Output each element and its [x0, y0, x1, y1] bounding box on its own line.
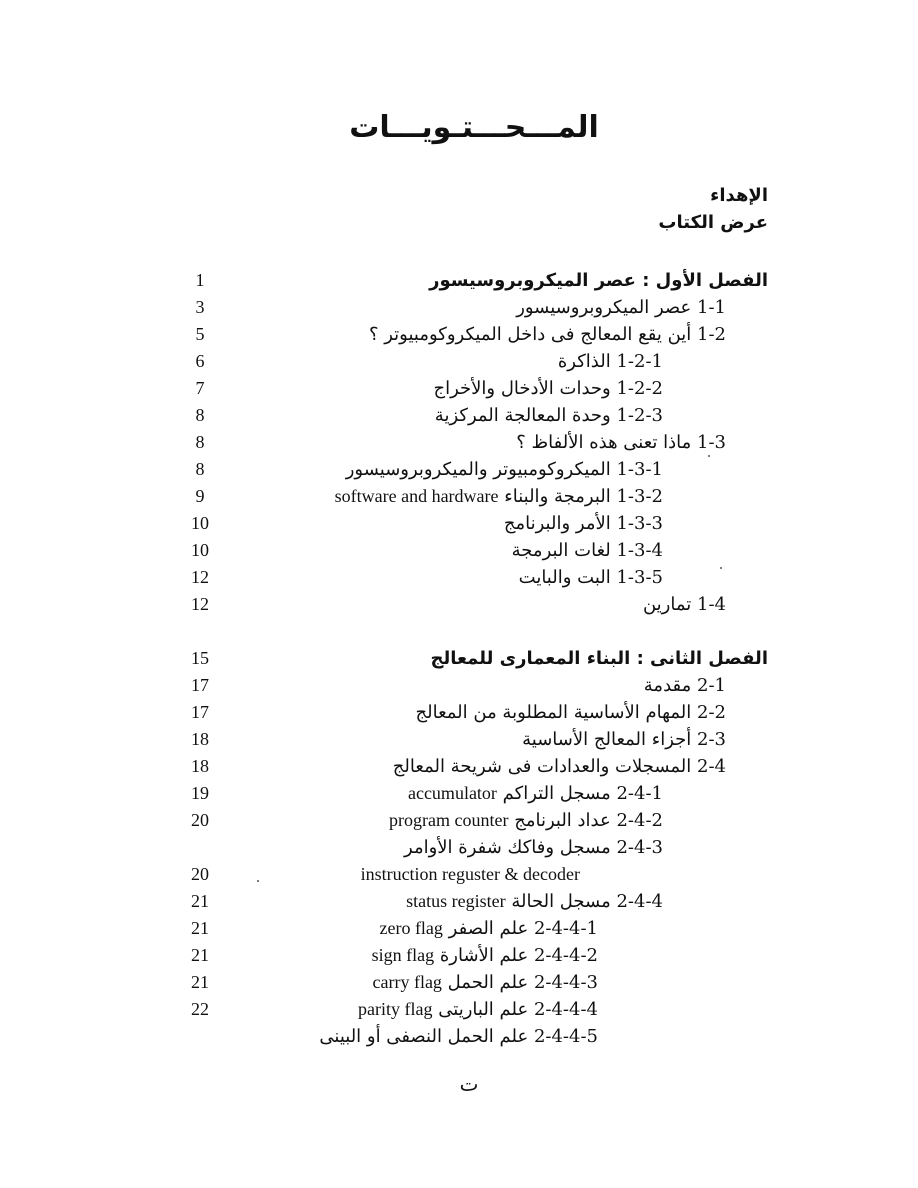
- toc-page-number: 9: [195, 486, 205, 506]
- toc-page-number: 7: [195, 378, 205, 398]
- scan-speck: [708, 455, 710, 457]
- toc-row: [0, 969, 918, 996]
- toc-entry-label: 1-3 ماذا تعنى هذه الألفاظ ؟: [516, 432, 726, 453]
- toc-entry-label: 2-1 مقدمة: [643, 675, 726, 696]
- toc-entry-label: [389, 807, 663, 834]
- toc-entry-english: program counter: [389, 810, 509, 830]
- toc-page-number: 17: [191, 675, 209, 695]
- toc-entry-label: 1-2 أين يقع المعالج فى داخل الميكروكومبيوتر ؟: [368, 324, 726, 345]
- dedication-heading: الإهداء: [710, 185, 768, 206]
- toc-row: [0, 996, 918, 1023]
- toc-row: [0, 456, 918, 483]
- toc-entry-label: [408, 780, 663, 807]
- toc-row: [0, 321, 918, 348]
- toc-page-number: 19: [191, 783, 209, 803]
- toc-entry-english: accumulator: [407, 783, 497, 803]
- toc-entry-label: 1-3-4 لغات البرمجة: [511, 540, 663, 561]
- toc-entry-label: 1-3-3 الأمر والبرنامج: [503, 513, 663, 534]
- toc-entry-english: instruction reguster & decoder: [360, 864, 580, 884]
- toc-row: [0, 402, 918, 429]
- toc-row: [0, 672, 918, 699]
- toc-row: [0, 807, 918, 834]
- toc-page-number: 12: [191, 567, 209, 587]
- toc-entry-label: [406, 888, 663, 915]
- toc-row: [0, 294, 918, 321]
- toc-page-number: 10: [191, 540, 209, 560]
- toc-row: [0, 564, 918, 591]
- toc-page-number: 17: [191, 702, 209, 722]
- toc-page-number: 22: [191, 999, 209, 1019]
- toc-entry-arabic: 2-4-4-2 علم الأشارة: [439, 945, 598, 966]
- toc-page-number: 3: [195, 297, 205, 317]
- toc-row: [0, 483, 918, 510]
- toc-page-number: 20: [191, 810, 209, 830]
- toc-entry-label: 1-2-3 وحدة المعالجة المركزية: [434, 405, 663, 426]
- toc-entry-label: 2-2 المهام الأساسية المطلوبة من المعالج: [415, 702, 726, 723]
- scan-speck: [257, 880, 259, 882]
- toc-page-number: 1: [195, 270, 205, 290]
- toc-entry-arabic: 2-4-4-4 علم الباريتى: [438, 999, 598, 1020]
- toc-entry-english: parity flag: [358, 999, 433, 1019]
- toc-entry-label: 1-2-1 الذاكرة: [557, 351, 663, 372]
- toc-row: [0, 834, 918, 861]
- toc-row: [0, 537, 918, 564]
- toc-entry-label: [358, 996, 598, 1023]
- toc-page-number: 10: [191, 513, 209, 533]
- toc-row: [0, 861, 918, 888]
- toc-row: [0, 591, 918, 618]
- toc-page-number: 15: [191, 648, 209, 668]
- toc-row: [0, 510, 918, 537]
- toc-entry-english: sign flag: [371, 945, 435, 965]
- toc-entry-arabic: 2-4-4-3 علم الحمل: [447, 972, 598, 993]
- toc-entry-label: 2-4-3 مسجل وفاكك شفرة الأوامر: [404, 837, 663, 858]
- toc-row-ch2: [0, 645, 918, 672]
- toc-page-number: 18: [191, 756, 209, 776]
- toc-row: [0, 429, 918, 456]
- toc-entry-label: 1-1 عصر الميكروبروسيسور: [516, 297, 726, 318]
- toc-page-number: 8: [195, 432, 205, 452]
- toc-entry-label: [361, 861, 580, 888]
- footer-page-letter: ت: [459, 1072, 479, 1096]
- toc-entry-arabic: 2-4-4-1 علم الصفر: [448, 918, 598, 939]
- toc-page-number: 20: [191, 864, 209, 884]
- toc-entry-arabic: 2-4-2 عداد البرنامج: [514, 810, 663, 831]
- toc-page-number: 8: [195, 459, 205, 479]
- toc-row: [0, 1023, 918, 1050]
- toc-entry-english: zero flag: [379, 918, 443, 938]
- toc-row: [0, 780, 918, 807]
- toc-entry-label: 2-4-4-5 علم الحمل النصفى أو البينى: [319, 1026, 598, 1047]
- toc-page-number: 21: [191, 972, 209, 992]
- toc-entry-english: carry flag: [372, 972, 442, 992]
- toc-page-number: 21: [191, 891, 209, 911]
- toc-entry-label: [379, 915, 598, 942]
- toc-entry-label: [372, 969, 598, 996]
- toc-entry-english: status register: [406, 891, 506, 911]
- toc-row: [0, 915, 918, 942]
- toc-page-number: 18: [191, 729, 209, 749]
- toc-entry-label: الفصل الثانى : البناء المعمارى للمعالج: [430, 648, 768, 669]
- toc-entry-label: 1-2-2 وحدات الأدخال والأخراج: [433, 378, 663, 399]
- toc-entry-label: [372, 942, 598, 969]
- toc-row: [0, 699, 918, 726]
- toc-entry-label: 1-3-5 البت والبايت: [518, 567, 663, 588]
- toc-row: [0, 942, 918, 969]
- toc-entry-english: software and hardware: [334, 486, 499, 506]
- toc-page-number: 12: [191, 594, 209, 614]
- toc-row: [0, 375, 918, 402]
- toc-page-number: 5: [195, 324, 205, 344]
- toc-entry-label: 1-3-1 الميكروكومبيوتر والميكروبروسيسور: [345, 459, 663, 480]
- toc-row-ch1: [0, 267, 918, 294]
- toc-row: [0, 753, 918, 780]
- toc-entry-arabic: 2-4-1 مسجل التراكم: [502, 783, 663, 804]
- toc-entry-label: 2-4 المسجلات والعدادات فى شريحة المعالج: [392, 756, 726, 777]
- toc-entry-label: 2-3 أجزاء المعالج الأساسية: [522, 729, 726, 750]
- toc-entry-arabic: 1-3-2 البرمجة والبناء: [504, 486, 663, 507]
- toc-entry-label: [335, 483, 663, 510]
- toc-entry-arabic: 2-4-4 مسجل الحالة: [511, 891, 663, 912]
- toc-page-number: 6: [195, 351, 205, 371]
- scan-speck: [720, 567, 722, 569]
- toc-row: [0, 888, 918, 915]
- toc-page-number: 8: [195, 405, 205, 425]
- toc-row: [0, 348, 918, 375]
- toc-entry-label: الفصل الأول : عصر الميكروبروسيسور: [429, 270, 768, 291]
- toc-row: [0, 726, 918, 753]
- toc-page-number: 21: [191, 918, 209, 938]
- page-title: المـــحـــتـويـــات: [349, 110, 599, 145]
- toc-page-number: 21: [191, 945, 209, 965]
- toc-entry-label: 1-4 تمارين: [642, 594, 726, 615]
- book-overview-heading: عرض الكتاب: [658, 212, 768, 233]
